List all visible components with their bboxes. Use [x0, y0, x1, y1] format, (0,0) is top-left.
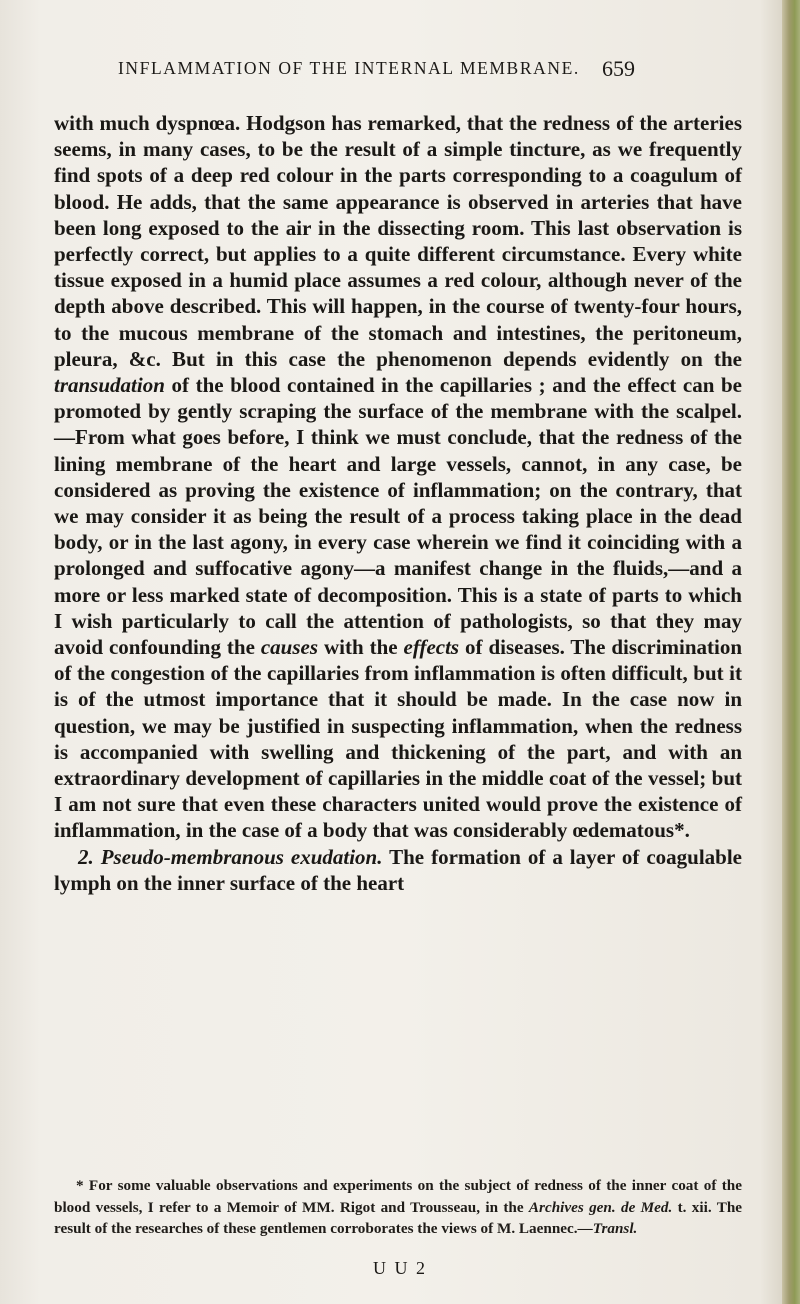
paragraph-1 [54, 110, 742, 844]
paragraph-2-text: The formation of a layer of coagulable lymph on the inner surface of the heart [54, 844, 742, 895]
running-title: INFLAMMATION OF THE INTERNAL MEMBRANE. [118, 58, 580, 78]
page-binding-edge [782, 0, 800, 1304]
paragraph-1-part-d: of diseases. The discrimination of the congestion of the capillaries from inflammation is often difficult, but it is of the utmost importance that it should be made. In the case now in question, we may be justified in suspecting inflammation, when the redness is accompanied with swelling and thickening of the part, and with an extraordinary development of capillaries in the middle coat of the vessel; but I am not sure that even these characters united would prove the existence of inflammation, in the case of a body that was considerably œdematous*. [54, 635, 743, 843]
running-head [118, 58, 633, 79]
paragraph-2 [54, 844, 742, 896]
footnote-part-b: t. xii. The result of the researches of these gentlemen corroborates the views of M. Laennec.— [54, 1198, 743, 1237]
emphasis-transudation: transudation [54, 373, 165, 398]
paragraph-1-part-a: with much dyspnœa. Hodgson has remarked, that the redness of the arteries seems, in many cases, to be the result of a simple tincture, as we frequently find spots of a deep red colour in the parts corresponding to a coagulum of blood. He adds, that the same appearance is observed in arteries that have been long exposed to the air in the dissecting room. This last observation is perfectly correct, but applies to a quite different circumstance. Every white tissue exposed in a humid place assumes a red colour, although never of the depth above described. This will happen, in the course of twenty-four hours, to the mucous membrane of the stomach and intestines, the peritoneum, pleura, &c. But in this case the phenomenon depends evidently on the [54, 111, 742, 371]
section-heading: Pseudo-membranous exudation. [100, 844, 383, 869]
footnote [54, 1175, 742, 1240]
body-text [54, 110, 742, 896]
paragraph-1-part-b: of the blood contained in the capillaries ; and the effect can be promoted by gently scraping the surface of the membrane with the scalpel.—From what goes before, I think we must conclude, that the redness of the lining membrane of the heart and large vessels, cannot, in any case, be considered as proving the existence of inflammation; on the contrary, that we may consider it as being the result of a process taking place in the dead body, or in the last agony, in every case wherein we find it coinciding with a prolonged and suffocative agony—a manifest change in the fluids,—and a more or less marked state of decomposition. This is a state of parts to which I wish particularly to call the attention of pathologists, so that they may avoid confounding the [54, 373, 743, 660]
emphasis-effects: effects [403, 635, 460, 660]
footnote-journal-title: Archives gen. de Med. [528, 1198, 673, 1216]
section-number: 2. [78, 844, 94, 869]
paragraph-1-part-c: with the [323, 635, 398, 660]
page-number: 659 [602, 56, 635, 81]
signature-mark: U U 2 [373, 1258, 427, 1278]
footnote-translator-note: Transl. [592, 1220, 638, 1237]
emphasis-causes: causes [260, 635, 319, 660]
footnote-part-a: * For some valuable observations and experiments on the subject of redness of the inner coat of the blood vessels, I refer to a Memoir of MM. Rigot and Trousseau, in the [54, 1177, 742, 1216]
